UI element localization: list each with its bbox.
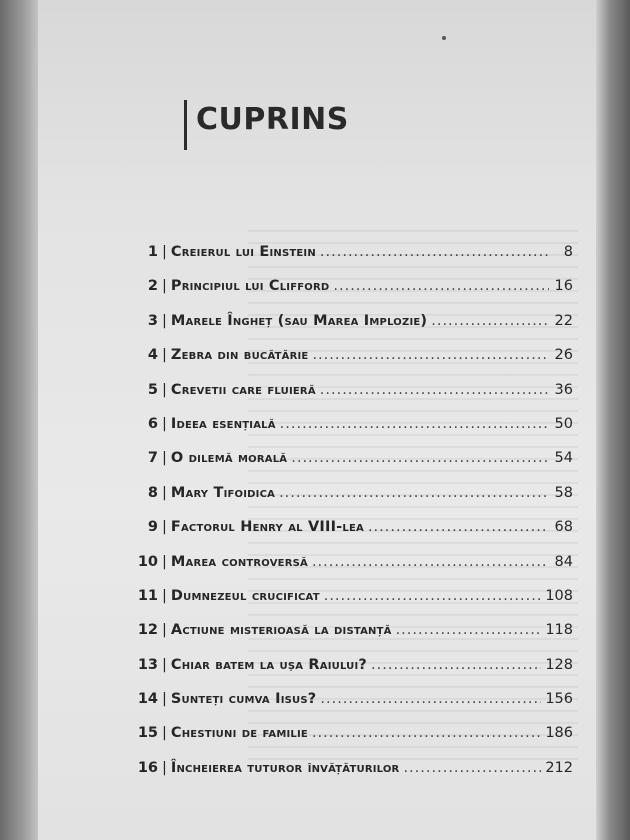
toc-entry-page: 128 — [545, 656, 573, 673]
toc-entry — [100, 416, 573, 450]
page-title: CUPRINS — [196, 102, 349, 137]
toc-entry-title: Chiar batem la ușa Raiului? — [170, 656, 368, 673]
toc-entry-title: Actiune misterioasă la distanță — [170, 622, 392, 639]
book-page — [38, 0, 596, 840]
toc-entry — [100, 485, 573, 519]
dot-leader — [371, 657, 541, 673]
toc-entry-title: Dumnezeul crucificat — [170, 587, 320, 604]
toc-separator: | — [162, 622, 167, 639]
toc-entry-page: 212 — [545, 759, 573, 776]
toc-entry-title: Încheierea tuturor învățăturilor — [170, 759, 400, 776]
toc-entry-title: Factorul Henry al VIII-lea — [170, 519, 364, 536]
toc-separator: | — [162, 691, 167, 708]
toc-entry-number: 11 — [137, 587, 158, 604]
toc-entry — [100, 519, 573, 553]
dot-leader — [312, 554, 549, 570]
dot-leader — [431, 313, 549, 329]
toc-entry — [100, 725, 573, 759]
toc-entry-page: 50 — [554, 415, 573, 432]
toc-entry-page: 186 — [545, 725, 573, 742]
toc-entry-page: 156 — [545, 691, 573, 708]
toc-separator: | — [162, 759, 167, 776]
toc-separator: | — [162, 519, 167, 536]
toc-entry-number: 2 — [147, 278, 158, 295]
toc-entry-number: 7 — [147, 450, 158, 467]
dot-leader — [324, 588, 542, 604]
toc-entry-page: 108 — [545, 587, 573, 604]
toc-entry-page: 36 — [554, 381, 573, 398]
toc-entry — [100, 554, 573, 588]
toc-entry-number: 5 — [147, 381, 158, 398]
table-of-contents — [100, 244, 573, 794]
toc-entry-page: 16 — [554, 278, 573, 295]
toc-entry-number: 13 — [137, 656, 158, 673]
dot-leader — [333, 278, 549, 294]
toc-entry-number: 10 — [137, 553, 158, 570]
toc-entry — [100, 450, 573, 484]
toc-entry-title: Zebra din bucătărie — [170, 347, 309, 364]
dot-leader — [403, 760, 541, 776]
toc-entry-title: Chestiuni de familie — [170, 725, 308, 742]
toc-entry — [100, 691, 573, 725]
toc-entry-page: 68 — [554, 519, 573, 536]
toc-entry-title: Creierul lui Einstein — [170, 244, 316, 260]
dot-leader — [279, 485, 549, 501]
dot-leader — [320, 691, 541, 707]
toc-entry-number: 1 — [147, 244, 158, 260]
toc-entry-number: 15 — [137, 725, 158, 742]
toc-separator: | — [162, 244, 167, 260]
toc-entry — [100, 622, 573, 656]
toc-entry-number: 16 — [137, 759, 158, 776]
toc-separator: | — [162, 278, 167, 295]
toc-separator: | — [162, 725, 167, 742]
toc-separator: | — [162, 347, 167, 364]
toc-entry-page: 8 — [563, 244, 573, 260]
toc-entry-page: 22 — [554, 312, 573, 329]
dot-leader — [320, 382, 549, 398]
toc-entry-title: Marele Îngheț (sau Marea Implozie) — [170, 312, 428, 329]
book-right-edge — [596, 0, 630, 840]
toc-entry-title: O dilemă morală — [170, 450, 288, 467]
toc-entry-page: 26 — [554, 347, 573, 364]
toc-entry-number: 6 — [147, 415, 158, 432]
toc-entry — [100, 657, 573, 691]
toc-separator: | — [162, 312, 167, 329]
toc-entry-title: Principiul lui Clifford — [170, 278, 330, 295]
toc-entry-number: 9 — [147, 519, 158, 536]
toc-entry-title: Mary Tifoidica — [170, 484, 276, 501]
toc-entry-page: 54 — [554, 450, 573, 467]
toc-entry — [100, 244, 573, 278]
toc-entry — [100, 347, 573, 381]
toc-entry-page: 118 — [545, 622, 573, 639]
toc-entry — [100, 278, 573, 312]
toc-entry — [100, 382, 573, 416]
toc-entry — [100, 588, 573, 622]
toc-entry-page: 58 — [554, 484, 573, 501]
toc-entry — [100, 760, 573, 794]
toc-entry-title: Marea controversă — [170, 553, 308, 570]
toc-entry-title: Crevetii care fluieră — [170, 381, 316, 398]
toc-entry-number: 12 — [137, 622, 158, 639]
toc-entry-number: 8 — [147, 484, 158, 501]
toc-separator: | — [162, 450, 167, 467]
toc-separator: | — [162, 553, 167, 570]
dot-leader — [291, 450, 549, 466]
toc-entry-number: 14 — [137, 691, 158, 708]
toc-entry-number: 4 — [147, 347, 158, 364]
toc-separator: | — [162, 587, 167, 604]
dot-leader — [280, 416, 549, 432]
dot-leader — [396, 622, 542, 638]
toc-entry-page: 84 — [554, 553, 573, 570]
dot-leader — [368, 519, 549, 535]
page-mark — [442, 36, 446, 40]
toc-separator: | — [162, 415, 167, 432]
toc-separator: | — [162, 381, 167, 398]
toc-separator: | — [162, 656, 167, 673]
dot-leader — [312, 347, 549, 363]
toc-entry-title: Ideea esențială — [170, 415, 276, 432]
toc-entry-title: Sunteți cumva Iisus? — [170, 691, 317, 708]
toc-entry-number: 3 — [147, 312, 158, 329]
toc-separator: | — [162, 484, 167, 501]
title-rule — [184, 100, 187, 150]
dot-leader — [312, 725, 541, 741]
book-left-edge — [0, 0, 38, 840]
dot-leader — [320, 244, 549, 260]
toc-entry — [100, 313, 573, 347]
